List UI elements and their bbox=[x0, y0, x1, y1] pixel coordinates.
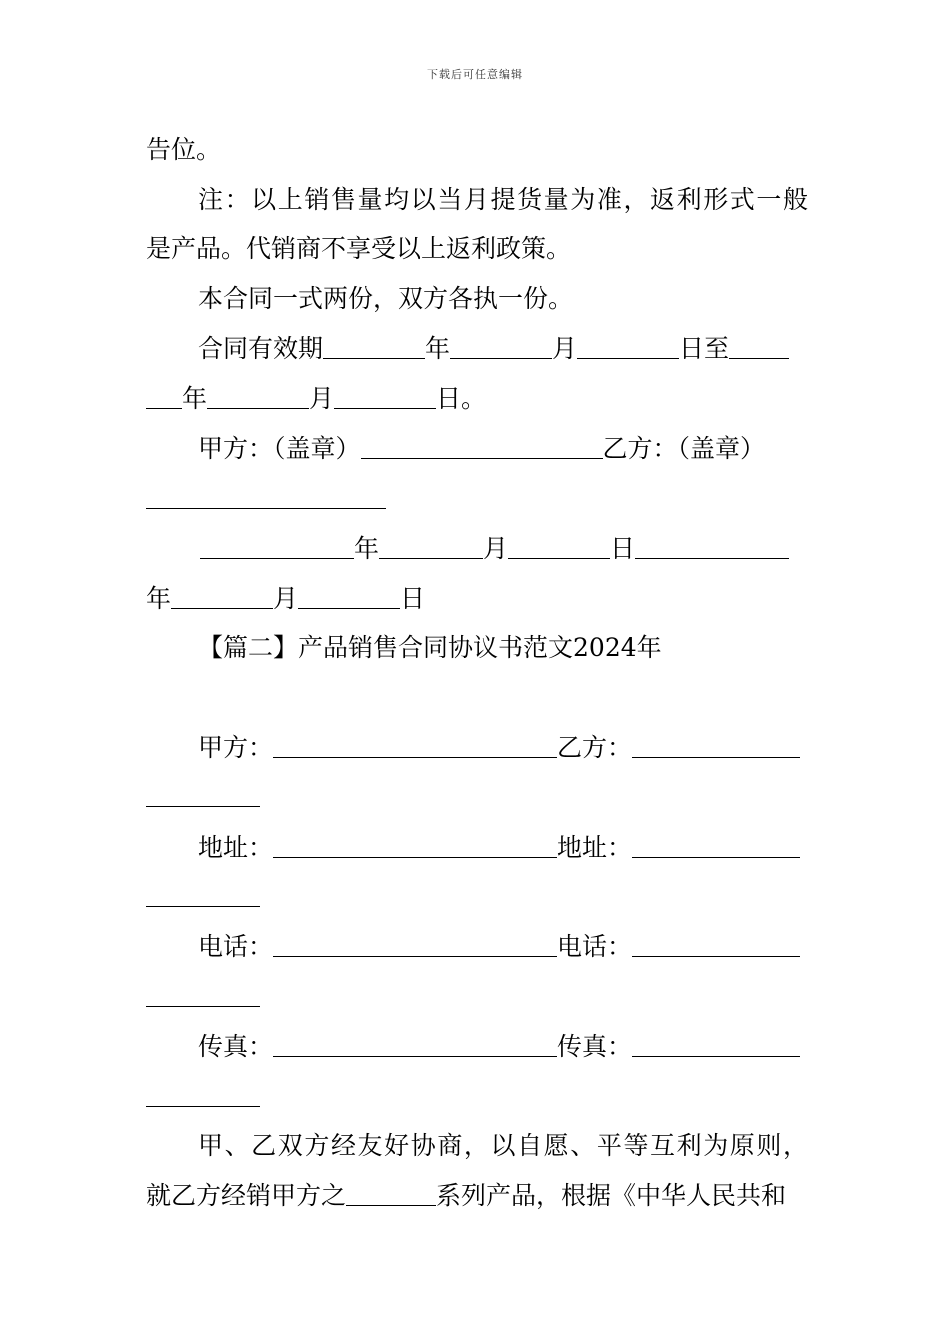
label: 系列产品，根据《中华人民共和 bbox=[436, 1181, 787, 1210]
blank-field bbox=[632, 833, 800, 858]
blank-field bbox=[346, 1181, 436, 1206]
section-title: 【篇二】产品销售合同协议书范文2024年 bbox=[198, 633, 662, 662]
validity-period-line-2 bbox=[146, 384, 808, 414]
label: 电话： bbox=[198, 932, 274, 961]
date-line bbox=[200, 534, 808, 564]
text-line: 是产品。代销商不享受以上返利政策。 bbox=[146, 234, 572, 263]
blank-field bbox=[146, 384, 182, 409]
text-line: 甲、乙双方经友好协商，以自愿、平等互利为原则， bbox=[198, 1131, 808, 1160]
page-header-note: 下载后可任意编辑 bbox=[427, 68, 523, 81]
blank-field bbox=[508, 534, 610, 559]
party-b-seal-label: 乙方：（盖章） bbox=[602, 434, 766, 463]
label: 传真： bbox=[557, 1032, 633, 1061]
label: 日 bbox=[400, 584, 426, 613]
label: 合同有效期 bbox=[198, 334, 324, 363]
seal-line bbox=[198, 434, 808, 464]
party-a-field-row bbox=[198, 733, 808, 763]
blank-field bbox=[729, 334, 789, 359]
blank-field bbox=[632, 733, 800, 758]
blank-field bbox=[146, 1106, 260, 1107]
blank-field bbox=[334, 384, 436, 409]
phone-field-row bbox=[198, 932, 808, 962]
blank-field bbox=[632, 932, 800, 957]
blank-field bbox=[273, 932, 557, 957]
label: 电话： bbox=[557, 932, 633, 961]
blank-field bbox=[273, 833, 557, 858]
blank-field bbox=[323, 334, 425, 359]
label: 甲方： bbox=[198, 733, 274, 762]
blank-field bbox=[273, 733, 557, 758]
label: 日。 bbox=[436, 384, 487, 413]
label: 年 bbox=[146, 584, 172, 613]
party-a-seal-label: 甲方：（盖章） bbox=[198, 434, 361, 463]
blank-field bbox=[146, 906, 260, 907]
blank-field bbox=[577, 334, 679, 359]
label: 年 bbox=[425, 334, 451, 363]
label: 地址： bbox=[557, 833, 633, 862]
date-line-2 bbox=[146, 584, 808, 614]
text-line bbox=[146, 1181, 808, 1211]
label: 就乙方经销甲方之 bbox=[146, 1181, 347, 1210]
label: 地址： bbox=[198, 833, 274, 862]
blank-field bbox=[361, 434, 603, 459]
blank-field bbox=[450, 334, 552, 359]
blank-field bbox=[171, 584, 273, 609]
blank-field bbox=[200, 534, 354, 559]
fax-field-row bbox=[198, 1032, 808, 1062]
label: 日 bbox=[610, 534, 636, 563]
blank-field bbox=[379, 534, 483, 559]
label: 月 bbox=[309, 384, 335, 413]
address-field-row bbox=[198, 833, 808, 863]
text-line: 注：以上销售量均以当月提货量为准，返利形式一般 bbox=[198, 185, 808, 214]
validity-period-line bbox=[198, 334, 808, 364]
label: 月 bbox=[552, 334, 578, 363]
label: 年 bbox=[354, 534, 380, 563]
label: 月 bbox=[273, 584, 299, 613]
blank-field bbox=[635, 534, 789, 559]
text-line: 告位。 bbox=[146, 135, 222, 164]
blank-field bbox=[632, 1032, 800, 1057]
blank-field bbox=[273, 1032, 557, 1057]
label: 月 bbox=[483, 534, 509, 563]
blank-field bbox=[207, 384, 309, 409]
blank-field bbox=[298, 584, 400, 609]
blank-field bbox=[146, 806, 260, 807]
label: 乙方： bbox=[557, 733, 633, 762]
blank-field bbox=[146, 508, 386, 509]
label: 日至 bbox=[679, 334, 730, 363]
label: 年 bbox=[182, 384, 208, 413]
text-line: 本合同一式两份，双方各执一份。 bbox=[198, 284, 574, 313]
blank-field bbox=[146, 1006, 260, 1007]
label: 传真： bbox=[198, 1032, 274, 1061]
